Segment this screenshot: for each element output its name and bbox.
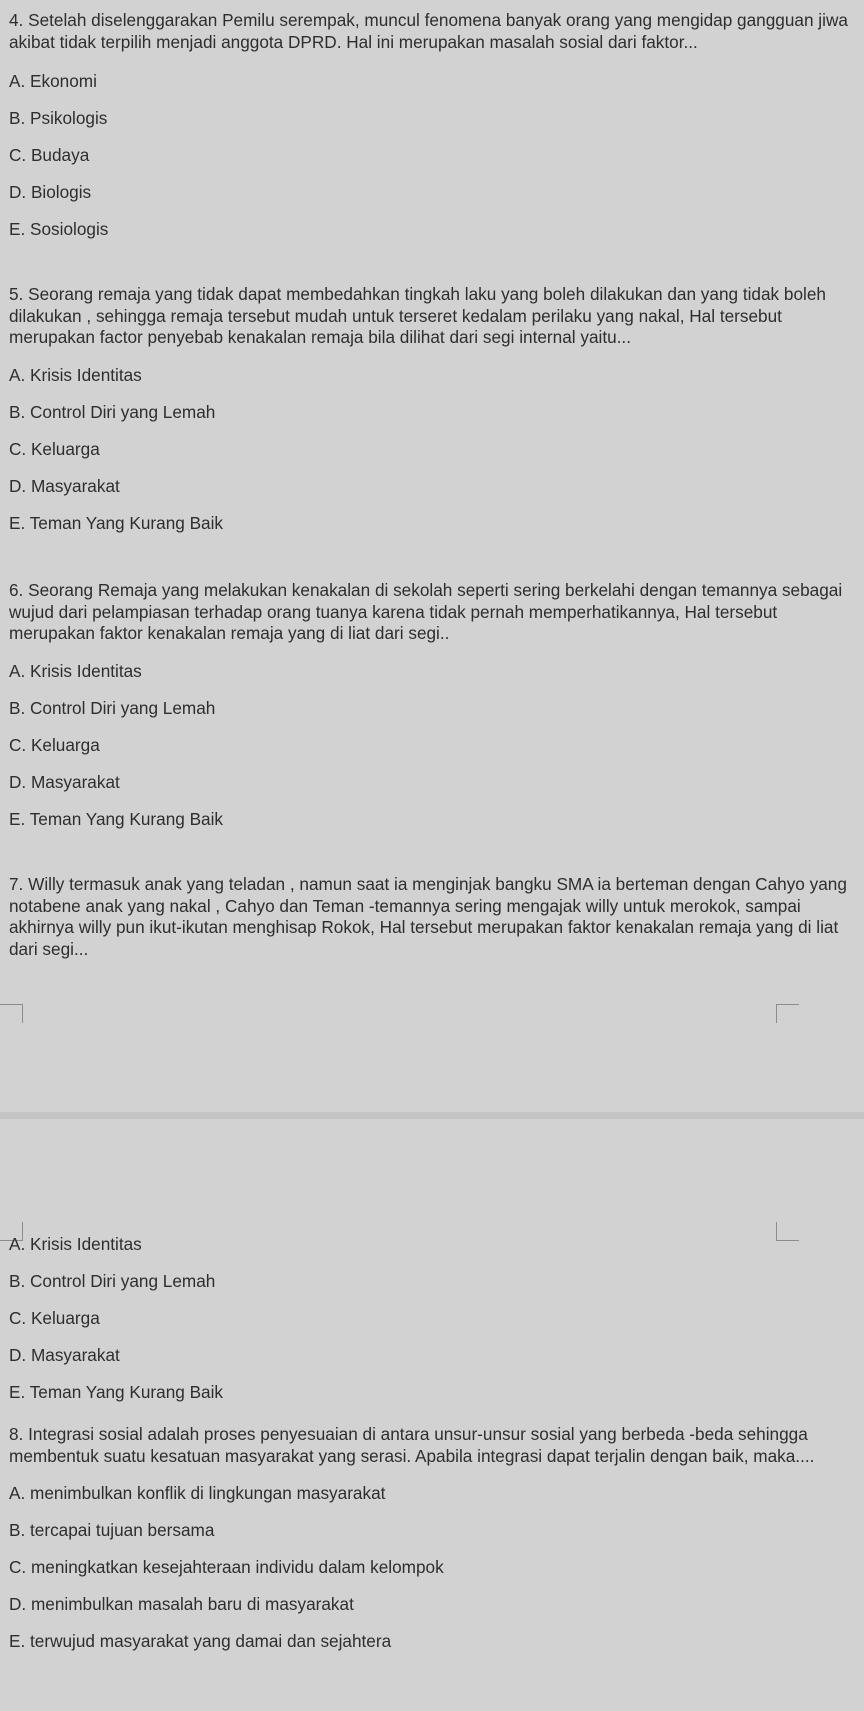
question-7-options xyxy=(0,1226,864,1411)
option-c[interactable]: C. Keluarga xyxy=(9,734,100,755)
question-8 xyxy=(0,1424,864,1660)
option-c[interactable]: C. Keluarga xyxy=(9,1308,100,1328)
option-e[interactable]: E. Teman Yang Kurang Baik xyxy=(9,1382,224,1402)
option-e[interactable]: E. Sosiologis xyxy=(9,219,109,239)
option-b[interactable]: B. Control Diri yang Lemah xyxy=(9,1271,216,1291)
question-6 xyxy=(0,580,864,838)
option-a[interactable]: A. Krisis Identitas xyxy=(9,1234,142,1254)
option-b[interactable]: B. Control Diri yang Lemah xyxy=(9,697,216,718)
option-a[interactable]: A. menimbulkan konflik di lingkungan masyarakat xyxy=(9,1483,386,1503)
option-d[interactable]: D. Biologis xyxy=(9,182,92,202)
page-divider xyxy=(0,1112,864,1119)
option-b[interactable]: B. Psikologis xyxy=(9,108,108,128)
question-8-text: 8. Integrasi sosial adalah proses penyesuaian di antara unsur-unsur sosial yang berbeda -beda sehingga membentuk suatu kesatuan masyarakat yang serasi. Apabila integrasi dapat terjalin dengan baik, maka.... xyxy=(9,1424,815,1466)
question-7-answers xyxy=(0,1226,864,1411)
question-4-options xyxy=(0,63,864,248)
question-6-options xyxy=(0,653,864,838)
option-a[interactable]: A. Ekonomi xyxy=(9,71,97,91)
question-6-text: 6. Seorang Remaja yang melakukan kenakalan di sekolah seperti sering berkelahi dengan temannya sebagai wujud dari pelampiasan terhadap orang tuanya karena tidak pernah memperhatikannya, Hal tersebut merupakan faktor kenakalan remaja yang di liat dari segi.. xyxy=(9,580,843,643)
option-b[interactable]: B. Control Diri yang Lemah xyxy=(9,401,216,422)
option-e[interactable]: E. Teman Yang Kurang Baik xyxy=(9,512,224,533)
option-d[interactable]: D. Masyarakat xyxy=(9,1345,120,1365)
option-e[interactable]: E. terwujud masyarakat yang damai dan sejahtera xyxy=(9,1631,392,1651)
option-c[interactable]: C. Budaya xyxy=(9,145,90,165)
question-8-options xyxy=(0,1475,864,1660)
question-5-options xyxy=(0,357,864,542)
question-5-text: 5. Seorang remaja yang tidak dapat membedahkan tingkah laku yang boleh dilakukan dan yang tidak boleh dilakukan , sehingga remaja tersebut mudah untuk terseret kedalam perilaku yang nakal, Hal tersebut merupakan factor penyebab kenakalan remaja bila dilihat dari segi internal yaitu... xyxy=(9,284,826,347)
crop-mark-top-right xyxy=(776,1004,799,1023)
option-c[interactable]: C. meningkatkan kesejahteraan individu dalam kelompok xyxy=(9,1557,444,1577)
question-7-text: 7. Willy termasuk anak yang teladan , namun saat ia menginjak bangku SMA ia berteman dengan Cahyo yang notabene anak yang nakal , Cahyo dan Teman -temannya sering mengajak willy untuk merokok, sampai akhirnya willy pun ikut-ikutan menghisap Rokok, Hal tersebut merupakan faktor kenakalan remaja yang di liat dari segi... xyxy=(9,874,847,959)
question-5 xyxy=(0,284,864,542)
option-a[interactable]: A. Krisis Identitas xyxy=(9,660,142,681)
question-4 xyxy=(0,10,864,248)
option-c[interactable]: C. Keluarga xyxy=(9,438,100,459)
option-a[interactable]: A. Krisis Identitas xyxy=(9,364,142,385)
option-d[interactable]: D. Masyarakat xyxy=(9,475,120,496)
option-b[interactable]: B. tercapai tujuan bersama xyxy=(9,1520,215,1540)
option-d[interactable]: D. menimbulkan masalah baru di masyarakat xyxy=(9,1594,354,1614)
question-4-text: 4. Setelah diselenggarakan Pemilu serempak, muncul fenomena banyak orang yang mengidap gangguan jiwa akibat tidak terpilih menjadi anggota DPRD. Hal ini merupakan masalah sosial dari faktor... xyxy=(9,10,848,52)
crop-mark-top-left xyxy=(0,1004,23,1023)
question-7 xyxy=(0,874,864,960)
option-e[interactable]: E. Teman Yang Kurang Baik xyxy=(9,808,224,829)
option-d[interactable]: D. Masyarakat xyxy=(9,771,120,792)
